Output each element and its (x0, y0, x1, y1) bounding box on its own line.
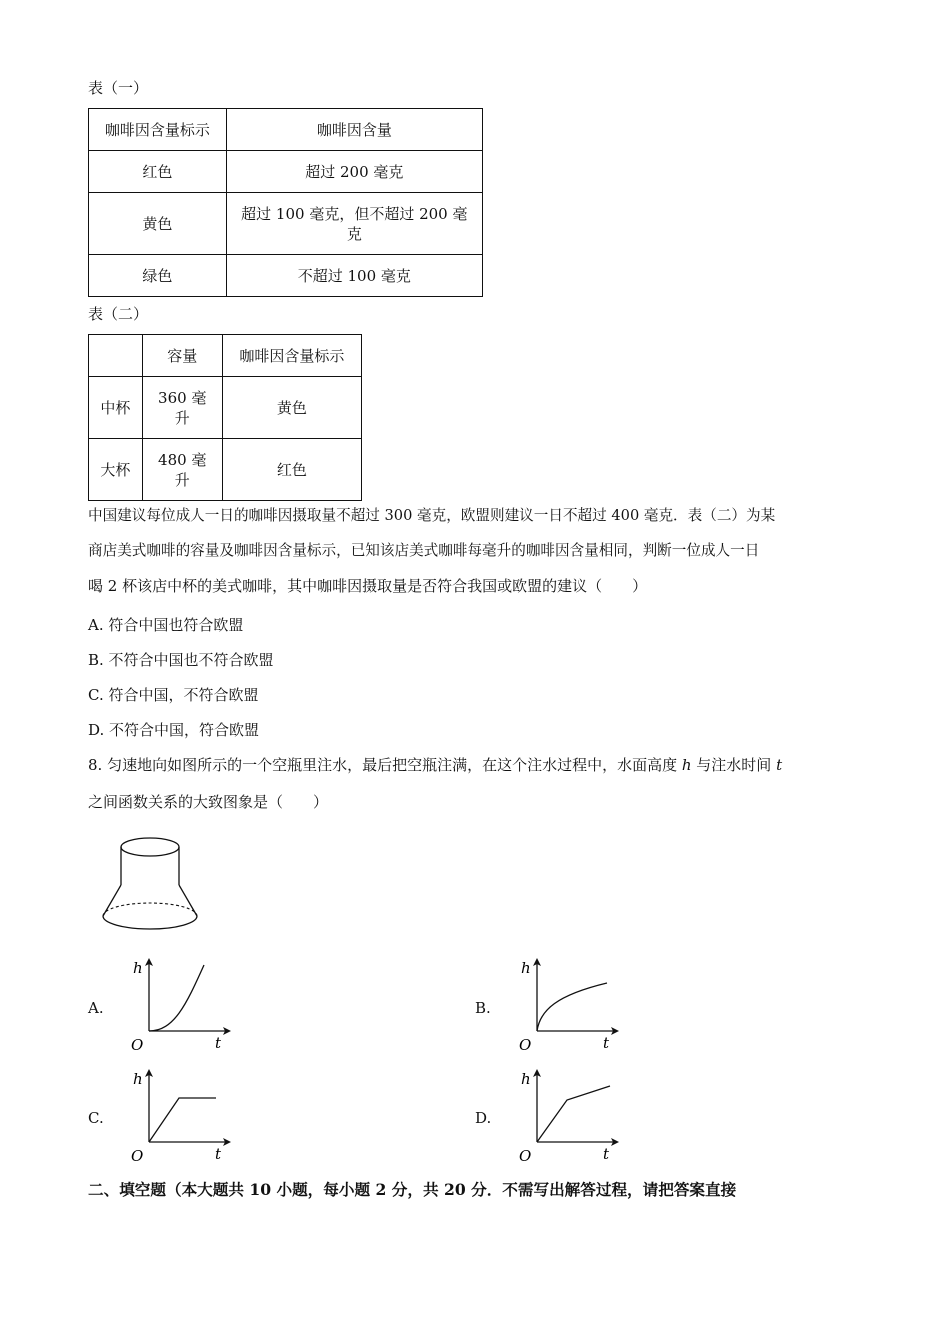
table1-cell: 黄色 (89, 193, 227, 255)
q8-option-c-label: C. (88, 1109, 104, 1127)
q7-option-b: B. 不符合中国也不符合欧盟 (88, 651, 274, 669)
table1-cell: 绿色 (89, 255, 227, 297)
graph-d-h-label: h (521, 1070, 531, 1088)
graph-a-origin: O (131, 1036, 144, 1054)
q7-option-c: C. 符合中国，不符合欧盟 (88, 686, 259, 704)
table1-header-label: 咖啡因含量标示 (89, 109, 227, 151)
graph-b-curve (537, 983, 607, 1031)
table1-cell: 超过 200 毫克 (226, 151, 482, 193)
bottle-figure (100, 836, 200, 936)
graph-c-line (149, 1098, 216, 1142)
section2-heading: 二、填空题（本大题共 10 小题，每小题 2 分，共 20 分．不需写出解答过程，请把答案直接 (88, 1180, 737, 1199)
graph-b-h-label: h (521, 959, 531, 977)
table2 (88, 334, 362, 501)
graph-a-t-label: t (215, 1034, 222, 1052)
table2-cell: 大杯 (89, 439, 143, 501)
table1-cell: 红色 (89, 151, 227, 193)
graph-d-origin: O (519, 1147, 532, 1165)
table1-header-content: 咖啡因含量 (226, 109, 482, 151)
table2-header-capacity: 容量 (142, 335, 222, 377)
table1-cell: 超过 100 毫克，但不超过 200 毫克 (226, 193, 482, 255)
q7-line: 中国建议每位成人一日的咖啡因摄取量不超过 300 毫克，欧盟则建议一日不超过 400 毫克．表（二）为某 (88, 507, 776, 524)
q8-line1-prefix: 8. 匀速地向如图所示的一个空瓶里注水，最后把空瓶注满，在这个注水过程中，水面高度 (88, 756, 682, 774)
table2-cell: 中杯 (89, 377, 143, 439)
graph-b (512, 955, 628, 1055)
table2-header-empty (89, 335, 143, 377)
q7-option-a: A. 符合中国也符合欧盟 (88, 616, 244, 634)
graph-a-curve (149, 965, 204, 1031)
table2-cell: 480 毫升 (142, 439, 222, 501)
q8-var-h: h (681, 756, 692, 774)
table2-cell: 黄色 (222, 377, 361, 439)
q8-option-a-label: A. (88, 999, 104, 1017)
graph-d-line (537, 1086, 610, 1142)
graph-c-t-label: t (215, 1145, 222, 1163)
q8-line2: 之间函数关系的大致图象是（ ） (88, 793, 329, 811)
graph-c-h-label: h (133, 1070, 143, 1088)
q7-option-d: D. 不符合中国，符合欧盟 (88, 721, 260, 739)
graph-a (124, 955, 240, 1055)
table1-cell: 不超过 100 毫克 (226, 255, 482, 297)
graph-b-origin: O (519, 1036, 532, 1054)
table2-cell: 360 毫升 (142, 377, 222, 439)
graph-d (512, 1066, 628, 1166)
q8-option-b-label: B. (475, 999, 491, 1017)
table1-caption: 表（一） (88, 79, 149, 97)
q8-line1 (88, 755, 782, 775)
table2-cell: 红色 (222, 439, 361, 501)
graph-b-t-label: t (603, 1034, 610, 1052)
table2-header-label: 咖啡因含量标示 (222, 335, 361, 377)
table2-caption: 表（二） (88, 305, 149, 323)
graph-c (124, 1066, 240, 1166)
graph-a-h-label: h (133, 959, 143, 977)
q8-option-d-label: D. (475, 1109, 492, 1127)
graph-d-t-label: t (603, 1145, 610, 1163)
graph-c-origin: O (131, 1147, 144, 1165)
q7-line: 商店美式咖啡的容量及咖啡因含量标示，已知该店美式咖啡每毫升的咖啡因含量相同，判断一位成人一日 (88, 542, 760, 559)
q8-var-t: t (776, 756, 783, 774)
q7-line: 喝 2 杯该店中杯的美式咖啡，其中咖啡因摄取量是否符合我国或欧盟的建议（ ） (88, 577, 648, 595)
q8-line1-mid: 与注水时间 (691, 756, 777, 774)
table1 (88, 108, 483, 297)
